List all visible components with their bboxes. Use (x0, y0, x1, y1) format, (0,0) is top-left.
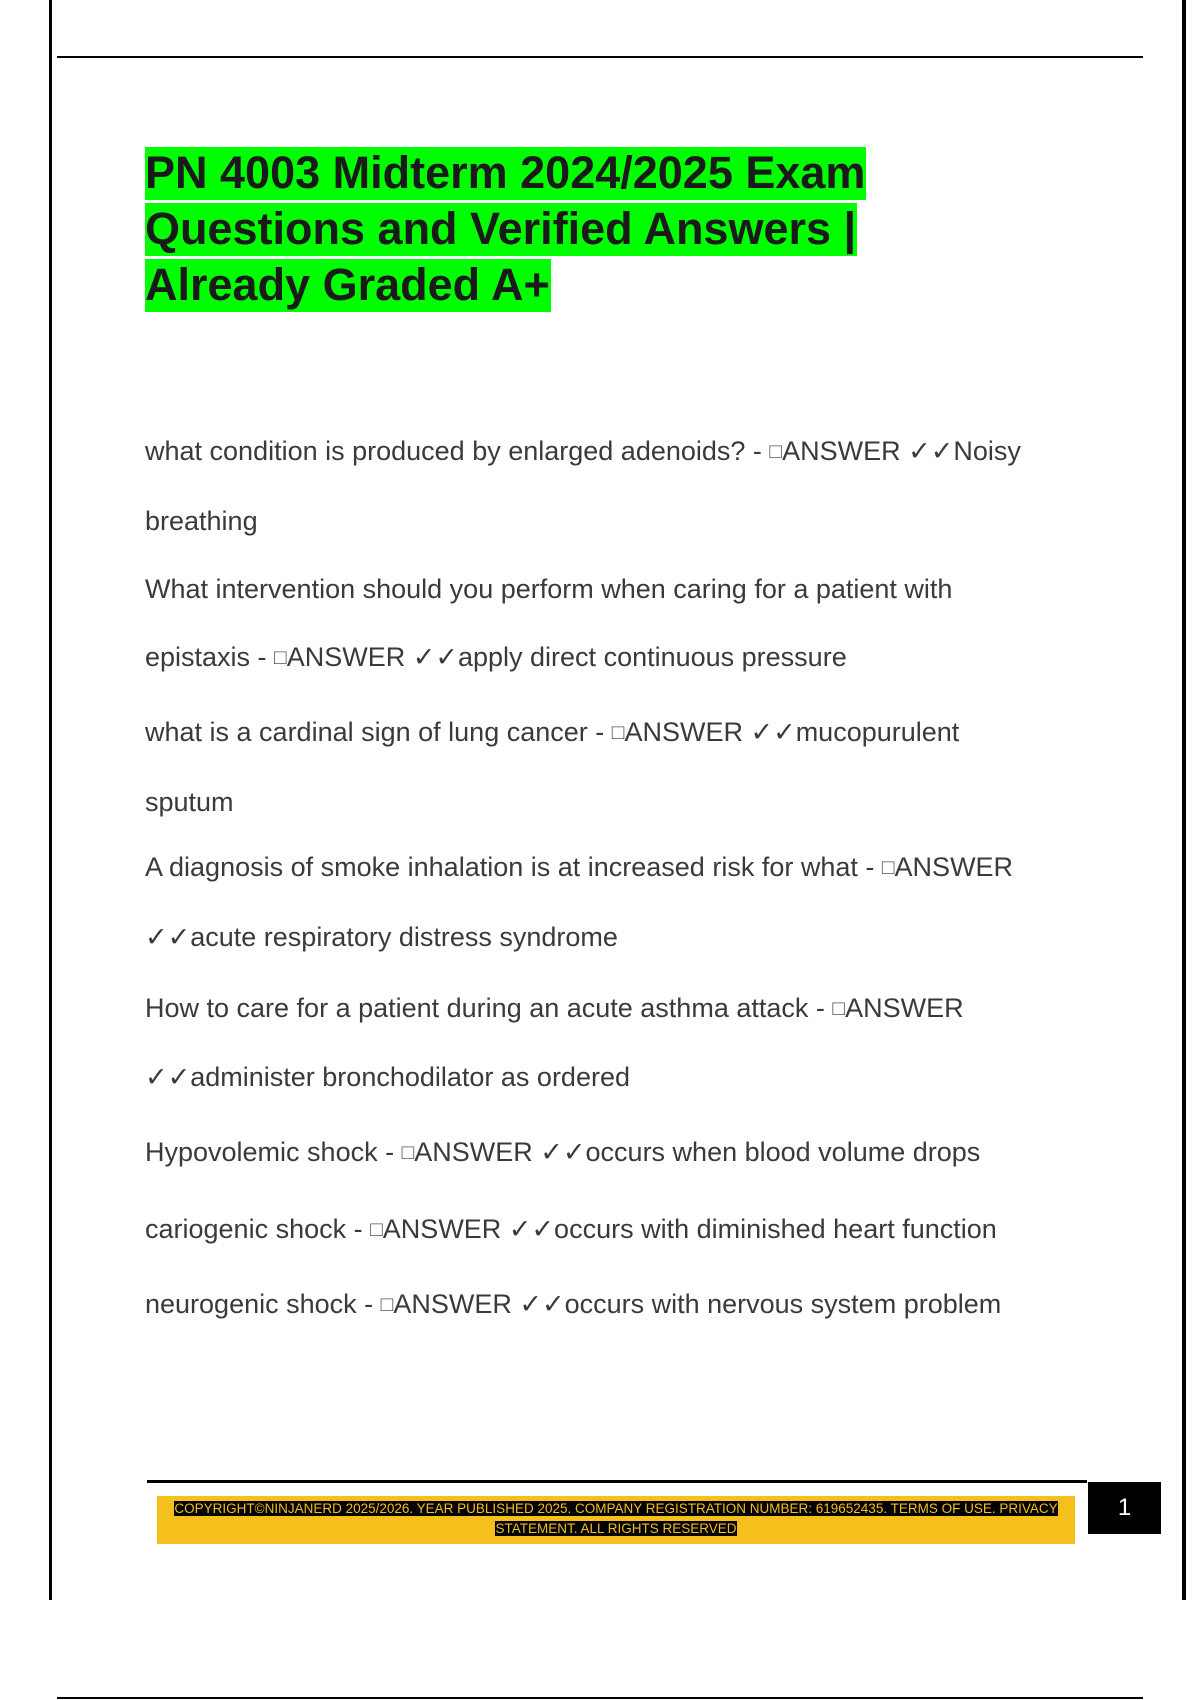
bottom-rule (57, 1697, 1143, 1699)
answer-text: ANSWER (894, 852, 1014, 882)
qa-line (145, 1062, 630, 1093)
answer-text: ANSWER ✓✓occurs when blood volume drops (414, 1137, 981, 1167)
answer-text: ANSWER ✓✓Noisy (782, 436, 1021, 466)
title-line-1: PN 4003 Midterm 2024/2025 Exam (145, 147, 866, 198)
title-line-3: Already Graded A+ (145, 259, 550, 310)
header-rule (57, 56, 1143, 58)
qa-line (145, 922, 618, 953)
checkbox-glyph-icon: □ (769, 440, 783, 463)
answer-continuation: breathing (145, 506, 258, 536)
copyright-footer (157, 1496, 1075, 1544)
question-text: what is a cardinal sign of lung cancer - (145, 717, 612, 747)
question-text: What intervention should you perform when caring for a patient with (145, 574, 953, 604)
answer-continuation: ✓✓administer bronchodilator as ordered (145, 1062, 630, 1092)
qa-line (145, 506, 258, 537)
question-text: neurogenic shock - (145, 1289, 381, 1319)
page-border-right (1182, 0, 1186, 1600)
qa-line (145, 787, 234, 818)
document-title (145, 145, 945, 313)
qa-line (145, 1289, 1001, 1320)
footer-rule (147, 1480, 1087, 1483)
question-text: Hypovolemic shock - (145, 1137, 402, 1167)
question-text: what condition is produced by enlarged adenoids? - (145, 436, 770, 466)
copyright-line-1: COPYRIGHT©NINJANERD 2025/2026. YEAR PUBLISHED 2025. COMPANY REGISTRATION NUMBER: 619652435. TERMS OF USE. PRIVACY (174, 1501, 1058, 1516)
answer-text: ANSWER ✓✓mucopurulent (624, 717, 960, 747)
qa-line (145, 1214, 997, 1245)
checkbox-glyph-icon: □ (401, 1141, 415, 1164)
answer-text: ANSWER ✓✓apply direct continuous pressure (286, 642, 847, 672)
answer-text: ANSWER ✓✓occurs with diminished heart function (382, 1214, 997, 1244)
checkbox-glyph-icon: □ (881, 856, 895, 879)
checkbox-glyph-icon: □ (380, 1293, 394, 1316)
answer-text: ANSWER (845, 993, 964, 1023)
question-text: epistaxis - (145, 642, 275, 672)
answer-continuation: ✓✓acute respiratory distress syndrome (145, 922, 618, 952)
page-number: 1 (1088, 1482, 1161, 1534)
qa-line (145, 852, 1013, 883)
checkbox-glyph-icon: □ (370, 1218, 383, 1241)
qa-line (145, 642, 847, 673)
qa-line (145, 574, 952, 605)
checkbox-glyph-icon: □ (832, 997, 846, 1020)
checkbox-glyph-icon: □ (274, 646, 287, 669)
qa-line (145, 717, 959, 748)
qa-line (145, 993, 964, 1024)
title-line-2: Questions and Verified Answers | (145, 203, 857, 254)
copyright-line-2: STATEMENT. ALL RIGHTS RESERVED (495, 1521, 737, 1536)
qa-line (145, 436, 1021, 467)
answer-continuation: sputum (145, 787, 234, 817)
question-text: cariogenic shock - (145, 1214, 371, 1244)
qa-line (145, 1137, 980, 1168)
question-text: A diagnosis of smoke inhalation is at increased risk for what - (145, 852, 882, 882)
checkbox-glyph-icon: □ (611, 721, 625, 744)
question-text: How to care for a patient during an acute asthma attack - (145, 993, 833, 1023)
page-border-left (49, 0, 52, 1600)
answer-text: ANSWER ✓✓occurs with nervous system problem (393, 1289, 1002, 1319)
